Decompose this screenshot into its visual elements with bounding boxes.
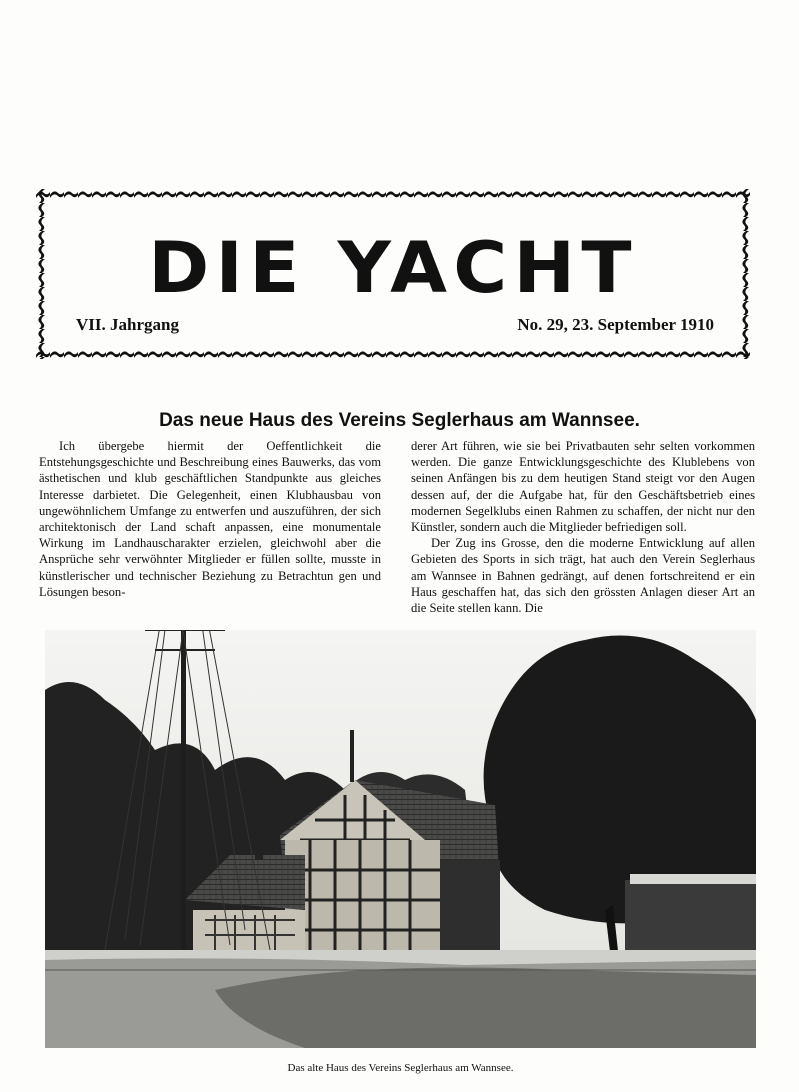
- photo-caption: Das alte Haus des Vereins Seglerhaus am Wannsee.: [287, 1062, 514, 1074]
- ornament-border-top: [36, 189, 750, 199]
- clubhouse-photo: [45, 630, 756, 1048]
- article-headline: Das neue Haus des Vereins Seglerhaus am Wannsee.: [159, 410, 640, 431]
- ornament-border-bottom: [36, 349, 750, 359]
- paragraph: derer Art führen, wie sie bei Privatbauten sehr selten vorkommen werden. Die ganze Entwicklungsgeschichte des Klublebens von seinen Anfängen bis zu dem heutigen Stand steigt vor den Augen dessen auf, der die Aufgabe hat, für den Geschäftsbetrieb eines modernen Segelklubs einen Rahmen zu schaffen, der nicht nur den Künstler, sondern auch die Mitglieder befriedigen soll.: [411, 439, 755, 535]
- masthead: [36, 189, 750, 359]
- article-column-left: [39, 438, 381, 600]
- article-column-right: [411, 438, 755, 616]
- paragraph: Ich übergebe hiermit der Oeffentlichkeit die Entstehungsgeschichte und Beschreibung eines Bauwerks, das vom ästhetischen und klub geschäftlichen Standpunkte aus gleiches Interesse darbietet. Die Gelegenheit, einen Klubhausbau von ungewöhnlichem Umfange zu entwerfen und auszuführen, der sich architektonisch der Land schaft anpassen, eine monumentale Wirkung im Landhauscharakter erzielen, gleichwohl aber die Ansprüche sehr verwöhnter Mitglieder er füllen sollte, musste in künstlerischer und technischer Beziehung zu Betrachtun gen und Lösungen beson-: [39, 439, 381, 599]
- issue-label: No. 29, 23. September 1910: [517, 315, 714, 334]
- volume-label: VII. Jahrgang: [76, 315, 179, 334]
- paragraph: Der Zug ins Grosse, den die moderne Entwicklung auf allen Gebieten des Sports in sich trägt, hat auch den Verein Seglerhaus am Wannsee in Bahnen gedrängt, auf denen fortschreitend er ein Haus geschaffen hat, das sich den grössten Anlagen dieser Art an die Seite stellen kann. Die: [411, 536, 755, 616]
- masthead-title: DIE YACHT: [148, 227, 638, 309]
